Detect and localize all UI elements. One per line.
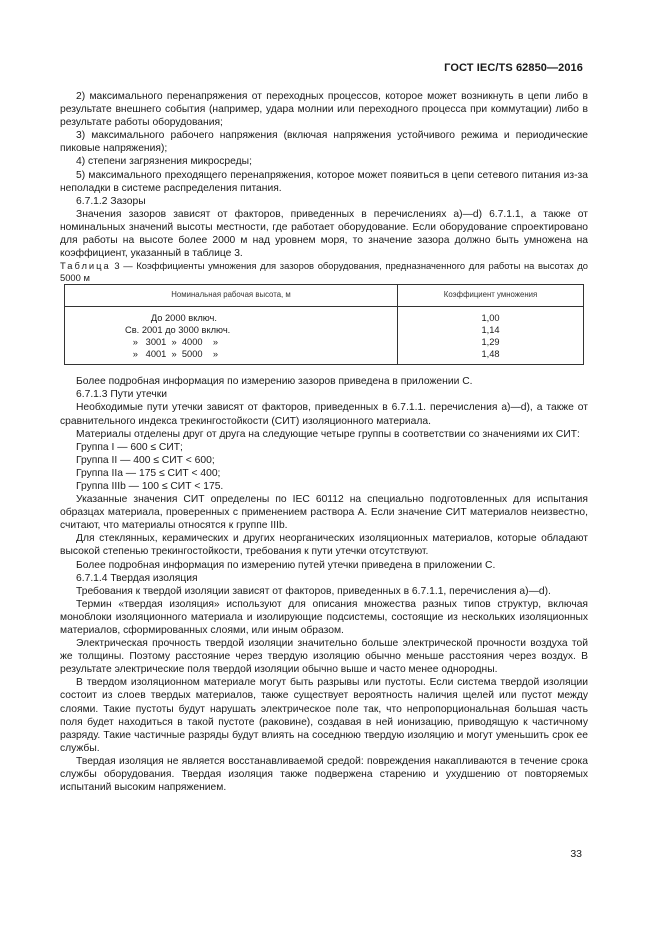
factor-cell: 1,14 [398,324,584,336]
paragraph: 5) максимального преходящего перенапряжения, которое может появиться в цепи сетевого питания из-за неполадки в системе распределения питания. [60,169,588,194]
page-number: 33 [570,848,582,860]
height-cell: » 4001 » 5000 » [125,349,219,360]
paragraph: Материалы отделены друг от друга на следующие четыре группы в соответствии со значениями их СИТ: [76,428,580,440]
text-after-table [60,375,588,794]
group-item: Группа I — 600 ≤ СИТ; [76,441,183,453]
section-heading: 6.7.1.2 Зазоры [76,195,146,207]
table-caption-text: 3 — Коэффициенты умножения для зазоров оборудования, предназначенного для работы на высотах до 5000 м [60,260,588,284]
height-cell: До 2000 включ. [125,313,217,324]
paragraph: Требования к твердой изоляции зависят от факторов, приведенных в 6.7.1.1, перечисления а)—d). [76,585,551,597]
paragraph: В твердом изоляционном материале могут быть разрывы или пустоты. Если система твердой изоляции состоит из слоев твердых материалов, также существует вероятность наличия щелей или пустот между слоями. Такие пустоты будут нарушать электрическое поле так, что непропорциональная большая часть поля будет находиться в такой пустоте (раковине), создавая в ней ионизацию, приводящую к частичному разряду. Такие частичные разряды будут влиять на соседнюю твердую изоляцию и могут уменьшить срок ее службы. [60,677,588,754]
paragraph: Твердая изоляция не является восстанавливаемой средой: повреждения накапливаются в течение срока службы оборудования. Твердая изоляция также подвержена старению и ухудшению от повторяемых испытаний высоким напряжением. [60,755,588,794]
table-row [65,348,584,365]
paragraph: Значения зазоров зависят от факторов, приведенных в перечислениях а)—d) 6.7.1.1, а также от номинальных значений высоты местности, где работает оборудование. Если оборудование спроектировано для работы на высоте более 2000 м над уровнем моря, то значение зазора должно быть умножена на коэффициент, указанный в таблице 3. [60,208,588,260]
table-caption [60,260,588,284]
paragraph: 2) максимального перенапряжения от переходных процессов, которое может возникнуть в цепи либо в результате внешнего события (например, удара молнии или переходного процесса при коммутации) либо в результате работы оборудования; [60,91,588,129]
group-item: Группа IIa — 175 ≤ СИТ < 400; [76,467,221,479]
table-row [65,307,584,325]
column-header-height: Номинальная рабочая высота, м [65,285,398,307]
paragraph: Электрическая прочность твердой изоляции значительно больше электрической прочности воздуха той же толщины. Поэтому расстояние через твердую изоляцию обычно меньше расстояния через воздух. В результате электрические поля твердой изоляции обычно выше и часто менее однородны. [60,638,588,676]
paragraph: Указанные значения СИТ определены по IEC 60112 на специально подготовленных для испытания образцах материала, проверенных с применением раствора А. Если значение СИТ материалов неизвестно, считают, что материалы относятся к группе IIIb. [60,494,588,532]
paragraph: 3) максимального рабочего напряжения (включая напряжения устойчивого режима и периодические пиковые напряжения); [60,130,588,155]
factor-cell: 1,48 [398,348,584,365]
paragraph: Для стеклянных, керамических и других неорганических изоляционных материалов, которые обладают высокой степенью трекингостойкости, требования к пути утечки отсутствуют. [60,533,588,558]
paragraph: Необходимые пути утечки зависят от факторов, приведенных в 6.7.1.1. перечисления а)—d), а также от сравнительного индекса трекингостойкости (СИТ) изоляционного материала. [60,402,588,427]
multiplication-factor-table [64,284,584,365]
paragraph: 4) степени загрязнения микросреды; [76,156,252,168]
paragraph: Более подробная информация по измерению зазоров приведена в приложении С. [76,376,473,388]
table-caption-label: Таблица [60,260,111,272]
group-item: Группа II — 400 ≤ СИТ < 600; [76,454,215,466]
table-row [65,336,584,348]
section-heading: 6.7.1.3 Пути утечки [76,389,167,401]
group-item: Группа IIIb — 100 ≤ СИТ < 175. [76,480,224,492]
factor-cell: 1,29 [398,336,584,348]
height-cell: » 3001 » 4000 » [125,337,219,348]
table-row [65,324,584,336]
column-header-factor: Коэффициент умножения [398,285,584,307]
page-body [60,90,588,794]
factor-cell: 1,00 [398,307,584,325]
document-id-header: ГОСТ IEC/TS 62850—2016 [444,62,583,74]
paragraph: Более подробная информация по измерению путей утечки приведена в приложении С. [76,559,496,571]
paragraph: Термин «твердая изоляция» используют для описания множества разных типов структур, включая моноблоки изоляционного материала и изолирующие подсистемы, состоящие из нескольких изоляционных материалов, сформированных слоями, или иным образом. [60,598,588,636]
height-cell: Св. 2001 до 3000 включ. [125,325,231,336]
section-heading: 6.7.1.4 Твердая изоляция [76,572,198,584]
